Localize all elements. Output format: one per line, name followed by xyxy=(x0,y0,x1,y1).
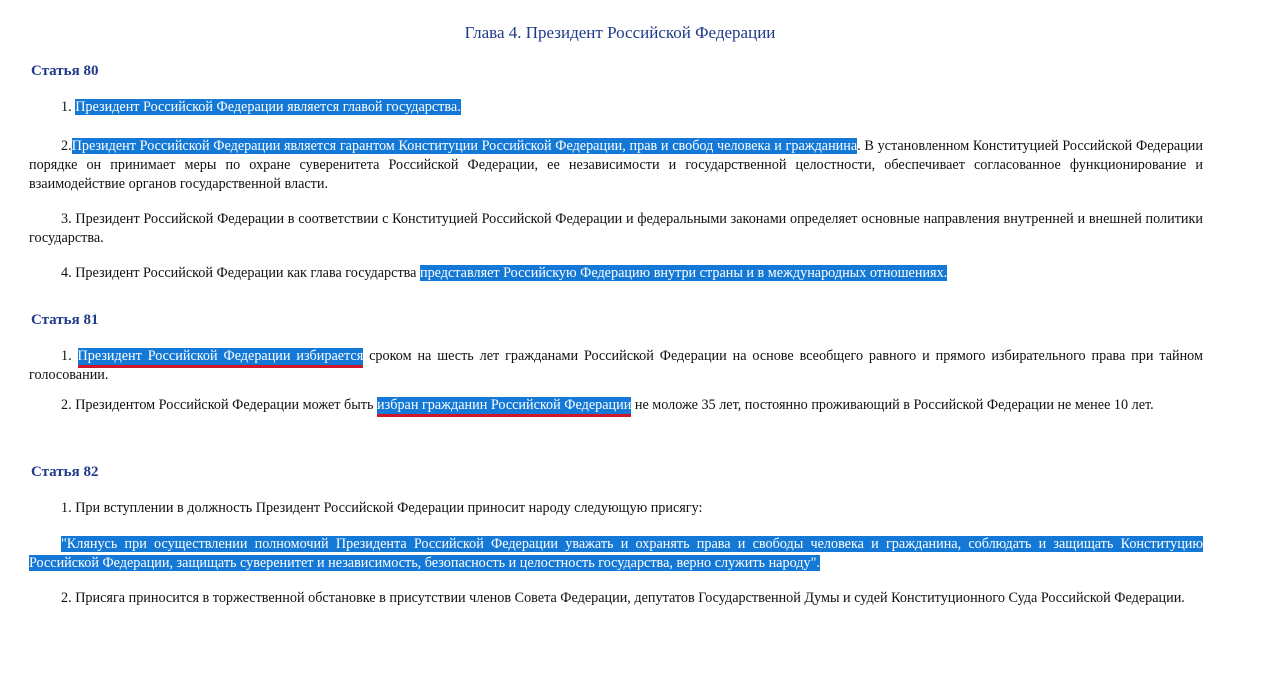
highlighted-underlined-text[interactable]: Президент Российской Федерации избирается xyxy=(78,348,364,368)
article-80-paragraph-2: 2.Президент Российской Федерации является гарантом Конституции Российской Федерации, прав и свобод человека и гражданина. В установленном Конституцией Российской Федерации порядке он принимает меры по охране суверенитета Российской Федерации, ее независимости и государственной целостности, обеспечивает согласованное функционирование и взаимодействие органов государственной власти. xyxy=(29,138,1203,192)
article-81-paragraph-2: 2. Президентом Российской Федерации может быть избран гражданин Российской Федерации не моложе 35 лет, постоянно проживающий в Российской Федерации не менее 10 лет. xyxy=(29,396,1203,415)
article-81-heading: Статья 81 xyxy=(31,312,99,328)
article-80-paragraph-3: 3. Президент Российской Федерации в соответствии с Конституцией Российской Федерации и федеральными законами определяет основные направления внутренней и внешней политики государства. xyxy=(29,211,1203,246)
article-82-heading: Статья 82 xyxy=(31,464,99,480)
article-82-paragraph-2: 2. Присяга приносится в торжественной обстановке в присутствии членов Совета Федерации, депутатов Государственной Думы и судей Конституционного Суда Российской Федерации. xyxy=(61,590,1185,606)
article-80-heading: Статья 80 xyxy=(31,63,99,79)
article-82-paragraph-1: 1. При вступлении в должность Президент Российской Федерации приносит народу следующую присягу: xyxy=(61,500,703,516)
article-81-paragraph-1: 1. Президент Российской Федерации избирается сроком на шесть лет гражданами Российской Федерации на основе всеобщего равного и прямого избирательного права при тайном голосовании. xyxy=(29,348,1203,383)
highlighted-underlined-text[interactable]: избран гражданин Российской Федерации xyxy=(377,397,631,417)
highlighted-text[interactable]: Президент Российской Федерации является главой государства. xyxy=(75,99,461,115)
article-80-paragraph-1: 1. Президент Российской Федерации является главой государства. xyxy=(61,99,461,115)
highlighted-text[interactable]: представляет Российскую Федерацию внутри страны и в международных отношениях. xyxy=(420,265,948,281)
highlighted-text[interactable]: "Клянусь при осуществлении полномочий Президента Российской Федерации уважать и охранять права и свободы человека и гражданина, соблюдать и защищать Конституцию Российской Федерации, защищать суверенитет и независимость, безопасность и целостность государства, верно служить народу". xyxy=(29,536,1203,571)
article-80-paragraph-4: 4. Президент Российской Федерации как глава государства представляет Российскую Федерацию внутри страны и в международных отношениях. xyxy=(61,265,948,281)
article-82-oath xyxy=(29,535,1203,573)
chapter-title: Глава 4. Президент Российской Федерации xyxy=(464,23,776,42)
highlighted-text[interactable]: Президент Российской Федерации является гарантом Конституции Российской Федерации, прав и свобод человека и гражданина xyxy=(71,138,858,154)
